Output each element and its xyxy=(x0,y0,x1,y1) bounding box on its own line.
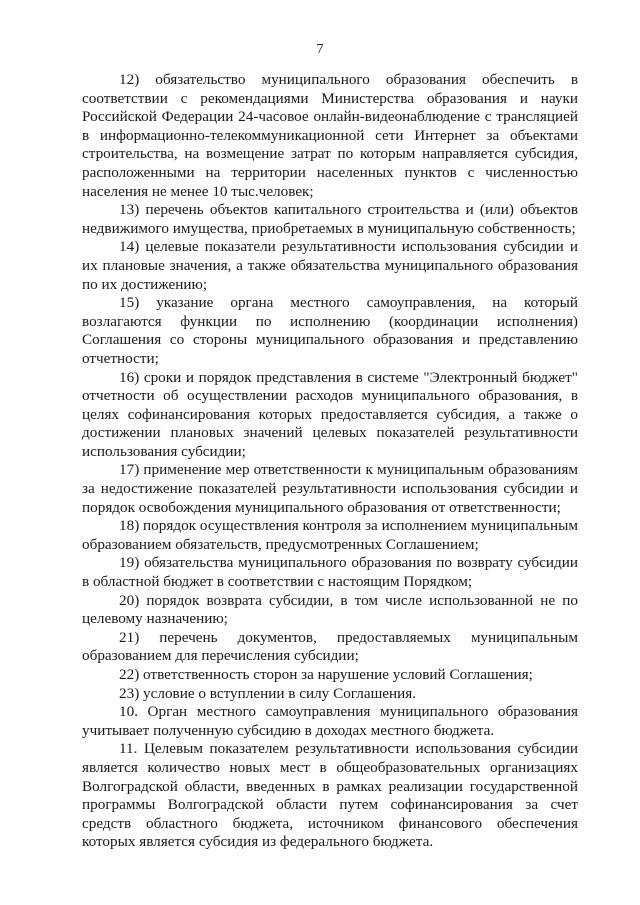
paragraph-item-21: 21) перечень документов, предоставляемых муниципальным образованием для перечисления субсидии; xyxy=(82,628,578,665)
document-body xyxy=(82,71,578,852)
paragraph-clause-10: 10. Орган местного самоуправления муниципального образования учитывает полученную субсидию в доходах местного бюджета. xyxy=(82,703,578,739)
page-number: 7 xyxy=(316,42,324,57)
paragraph-item-14: 14) целевые показатели результативности использования субсидии и их плановые значения, а также обязательства муниципального образования по их достижению; xyxy=(82,238,578,293)
paragraph-item-22: 22) ответственность сторон за нарушение условий Соглашения; xyxy=(119,666,533,683)
paragraph-item-15: 15) указание органа местного самоуправления, на который возлагаются функции по исполнению (координации исполнения) Соглашения со стороны муниципального образования и представлению отчетности; xyxy=(82,294,578,367)
paragraph-item-13: 13) перечень объектов капитального строительства и (или) объектов недвижимого имущества, приобретаемых в муниципальную собственность; xyxy=(82,201,578,237)
paragraph-clause-11: 11. Целевым показателем результативности использования субсидии является количество новых мест в общеобразовательных организациях Волгоградской области, введенных в рамках реализации государственной программы Волгоградской области путем софинансирования за счет средств областного бюджета, источником финансового обеспечения которых является субсидия из федерального бюджета. xyxy=(82,740,578,851)
paragraph-item-17: 17) применение мер ответственности к муниципальным образованиям за недостижение показателей результативности использования субсидии и порядок освобождения муниципального образования от ответственности; xyxy=(82,461,578,516)
paragraph-item-20: 20) порядок возврата субсидии, в том числе использованной не по целевому назначению; xyxy=(82,591,578,628)
paragraph-item-23: 23) условие о вступлении в силу Соглашения. xyxy=(119,684,417,702)
paragraph-item-12: 12) обязательство муниципального образования обеспечить в соответствии с рекомендациями Министерства образования и науки Российской Федерации 24-часовое онлайн-видеонаблюдение с трансляцией в информационно-телекоммуникационной сети Интернет за объектами строительства, на возмещение затрат по которым направляется субсидия, расположенными на территории населенных пунктов с численностью населения не менее 10 тыс.человек; xyxy=(82,71,578,200)
paragraph-item-18: 18) порядок осуществления контроля за исполнением муниципальным образованием обязательств, предусмотренных Соглашением; xyxy=(82,517,578,553)
paragraph-item-16: 16) сроки и порядок представления в системе "Электронный бюджет" отчетности об осуществлении расходов муниципального образования, в целях софинансирования которых предоставляется субсидия, а также о достижении плановых значений целевых показателей результативности использования субсидии; xyxy=(82,368,578,460)
paragraph-item-19: 19) обязательства муниципального образования по возврату субсидии в областной бюджет в соответствии с настоящим Порядком; xyxy=(82,554,578,591)
